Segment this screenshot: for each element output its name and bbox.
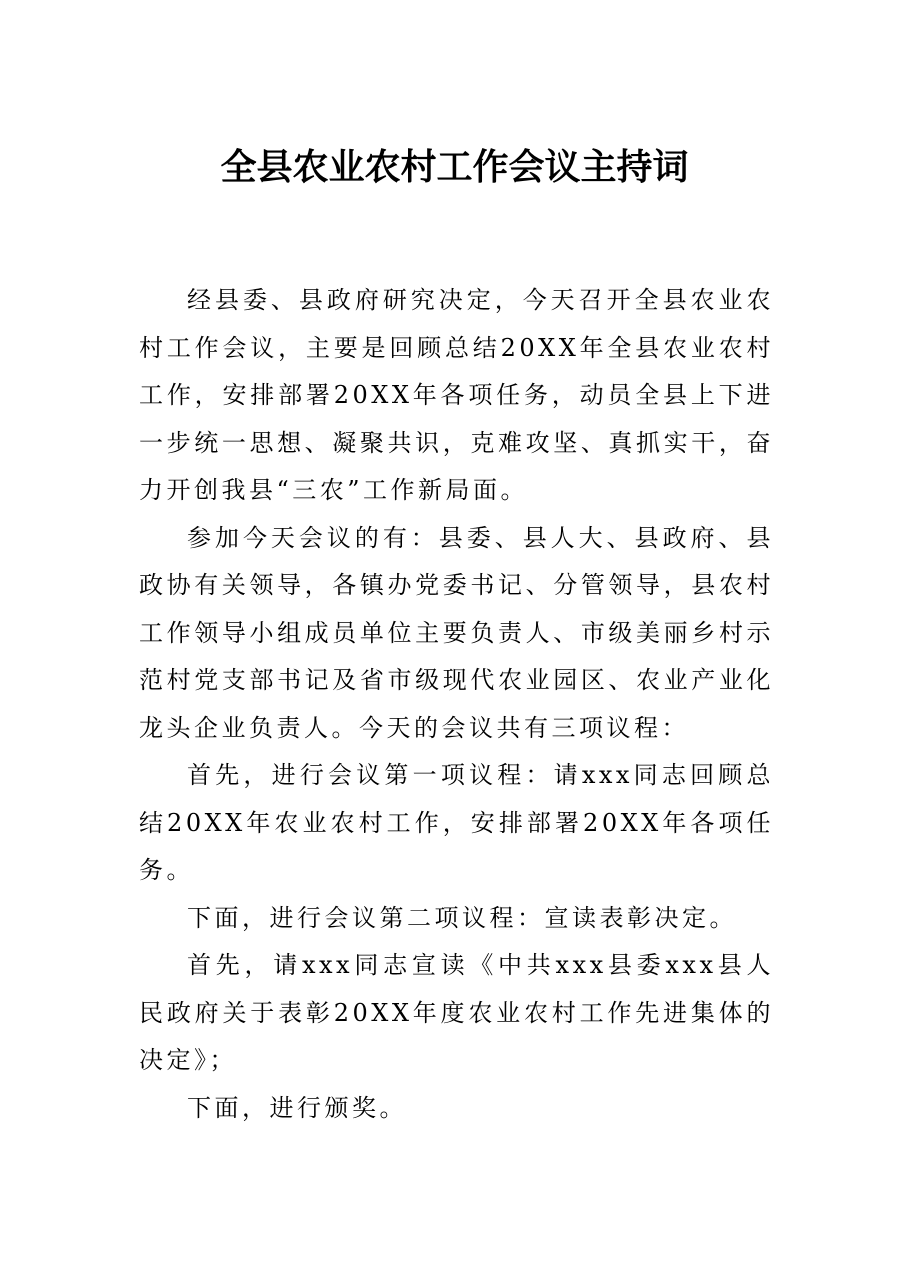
paragraph-attendees: 参加今天会议的有：县委、县人大、县政府、县政协有关领导，各镇办党委书记、分管领导，县农村工作领导小组成员单位主要负责人、市级美丽乡村示范村党支部书记及省市级现代农业园区、农业产业化龙头企业负责人。今天的会议共有三项议程：	[139, 523, 774, 742]
paragraph-opening: 经县委、县政府研究决定，今天召开全县农业农村工作会议，主要是回顾总结20XX年全县农业农村工作，安排部署20XX年各项任务，动员全县上下进一步统一思想、凝聚共识，克难攻坚、真抓实干，奋力开创我县“三农”工作新局面。	[139, 286, 774, 504]
paragraph-award: 下面，进行颁奖。	[187, 1093, 407, 1122]
paragraph-agenda-item-1: 首先，进行会议第一项议程：请xxx同志回顾总结20XX年农业农村工作，安排部署20XX年各项任务。	[139, 761, 774, 884]
paragraph-read-decision: 首先，请xxx同志宣读《中共xxx县委xxx县人民政府关于表彰20XX年度农业农村工作先进集体的决定》；	[139, 951, 774, 1074]
document-body	[139, 277, 774, 1132]
paragraph-agenda-item-2: 下面，进行会议第二项议程：宣读表彰决定。	[187, 903, 737, 932]
document-title: 全县农业农村工作会议主持词	[220, 146, 689, 188]
